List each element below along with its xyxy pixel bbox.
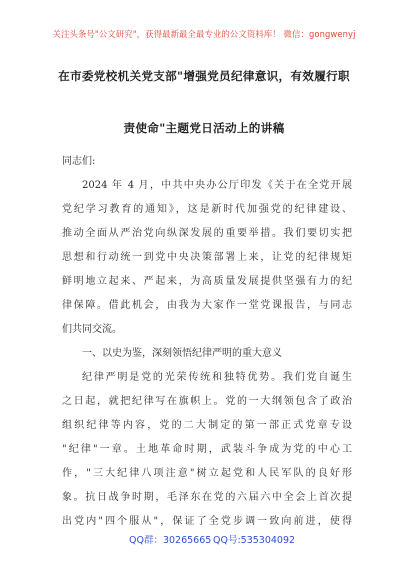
paragraph-1-line: 思想和行动统一到党中央决策部署上来，让党的纪律规矩 — [62, 252, 352, 263]
paragraph-1-line: 鲜明地立起来、严起来，为高质量发展提供坚强有力的纪 — [62, 276, 352, 287]
paragraph-2-line: 出党内"四个服从"，保证了全党步调一致向前进，使得 — [62, 516, 352, 527]
paragraph-2-line: 象。抗日战争时期，毛泽东在党的六届六中全会上首次提 — [62, 492, 352, 503]
salutation: 同志们: — [62, 156, 96, 167]
paragraph-2-line: "纪律"一章。土地革命时期，武装斗争成为党的中心工 — [62, 444, 352, 455]
paragraph-1-line: 律保障。借此机会，由我为大家作一堂党课报告，与同志 — [62, 300, 352, 311]
paragraph-2-line: 纪律严明是党的光荣传统和独特优势。我们党自诞生 — [82, 372, 352, 383]
paragraph-2-line: 之日起，就把纪律写在旗帜上。党的一大纲领包含了政治 — [62, 396, 352, 407]
section-1-heading: 一、以史为鉴，深刻领悟纪律严明的重大意义 — [82, 348, 282, 359]
footer-qq-number: QQ号:535304092 — [213, 535, 296, 546]
paragraph-1-line: 推动全面从严治党向纵深发展的重要举措。我们要切实把 — [62, 228, 352, 239]
header-promo-note: 关注头条号"公文研究"，获得最新最全最专业的公文资料库！ 微信：gongwenyj — [52, 29, 356, 39]
footer-contact — [0, 532, 408, 548]
document-title-line-1: 在市委党校机关党支部"增强党员纪律意识，有效履行职 — [58, 69, 350, 83]
paragraph-2-line: 组织纪律等内容，党的二大制定的第一部正式党章专设 — [62, 420, 352, 431]
footer-qq-group: QQ群：30265665 — [129, 535, 212, 546]
paragraph-1-line: 2024 年 4 月，中共中央办公厅印发《关于在全党开展 — [82, 180, 352, 191]
document-title-line-2: 责使命"主题党日活动上的讲稿 — [123, 121, 285, 135]
paragraph-1-line: 党纪学习教育的通知》，这是新时代加强党的纪律建设、 — [62, 204, 352, 215]
paragraph-1-line: 们共同交流。 — [62, 324, 122, 335]
paragraph-2-line: 作，"三大纪律八项注意"树立起党和人民军队的良好形 — [62, 468, 352, 479]
